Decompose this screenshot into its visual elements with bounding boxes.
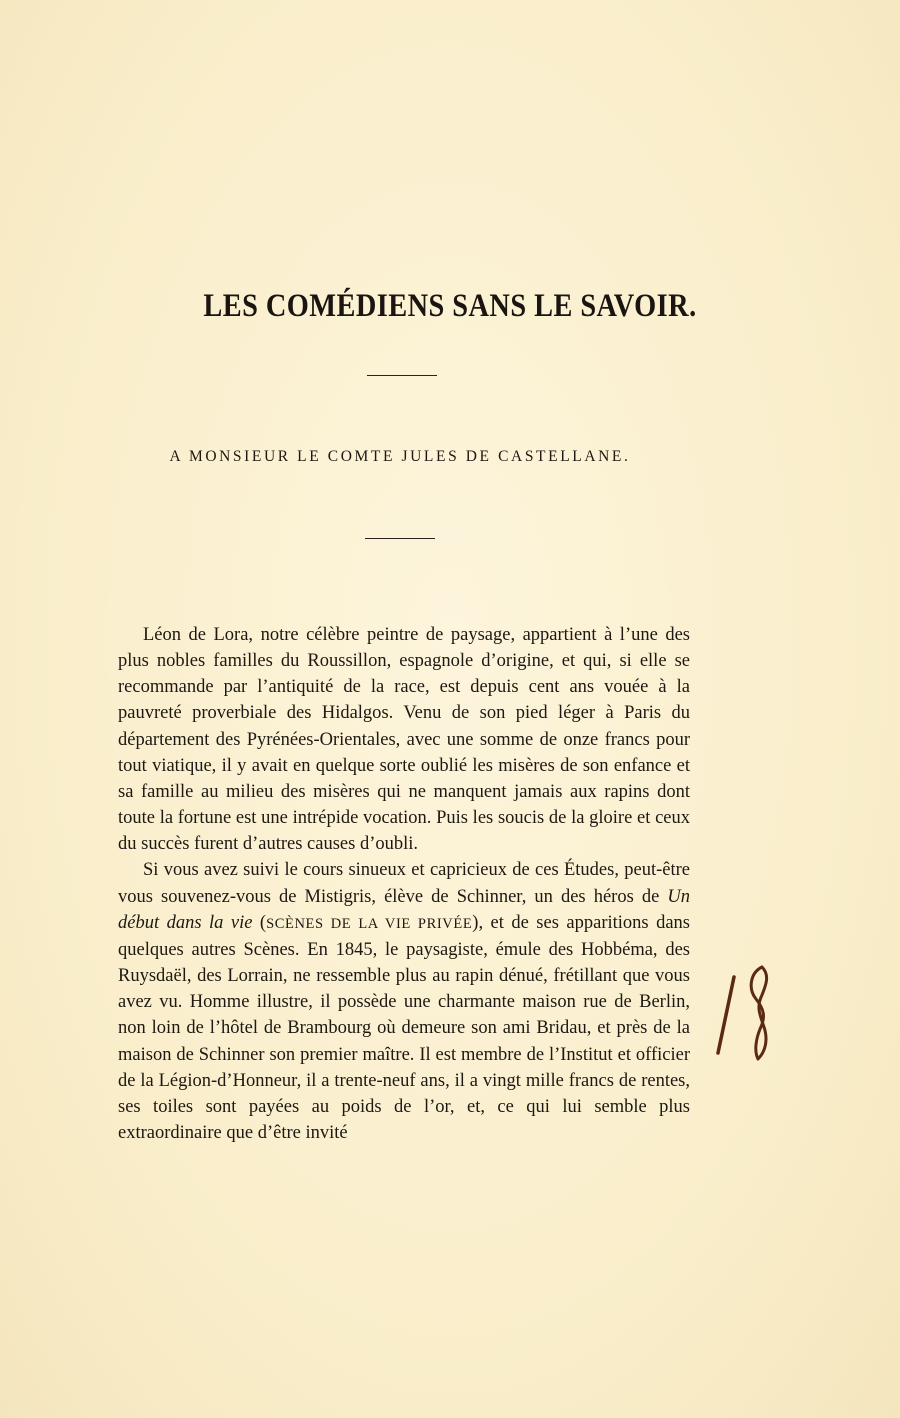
paragraph-1: Léon de Lora, notre célèbre peintre de paysage, appartient à l’une des plus nobles familles du Roussillon, espagnole d’origine, et qui, si elle se recommande par l’antiquité de la race, est depuis cent ans vouée à la pauvreté proverbiale des Hidalgos. Venu de son pied léger à Paris du département des Pyrénées-Orientales, avec une somme de onze francs pour tout viatique, il y avait en quelque sorte oublié les misères de son enfance et sa famille au milieu des misères qui ne manquent jamais aux rapins dont toute la fortune est une intrépide vocation. Puis les soucis de la gloire et ceux du succès furent d’autres causes d’oubli. — [118, 625, 690, 855]
dedication-line: A MONSIEUR LE COMTE JULES DE CASTELLANE. — [169, 448, 631, 465]
series-title-smallcaps: SCÈNES DE LA VIE PRIVÉE — [266, 915, 473, 932]
paragraph-2-part-1: Si vous avez suivi le cours sinueux et capricieux de ces Études, peut-être vous souvenez-vous de Mistigris, élève de Schinner, un des héros de — [118, 860, 690, 907]
paragraph-2-part-3: ), et de ses apparitions dans quelques autres Scènes. En 1845, le paysagiste, émule des Hobbéma, des Ruysdaël, des Lorrain, ne ressemble plus au rapin dénué, frétillant que vous avez vu. Homme illustre, il possède une charmante maison rue de Berlin, non loin de l’hôtel de Brambourg où demeure son ami Bridau, et près de la maison de Schinner son premier maître. Il est membre de l’Institut et officier de la Légion-d’Honneur, il a trente-neuf ans, il a vingt mille francs de rentes, ses toiles sont payées au poids de l’or, et, ce qui lui semble plus extraordinaire que d’être invité — [118, 912, 690, 1143]
title-divider — [367, 375, 437, 376]
dedication-divider — [365, 538, 435, 539]
paragraph-2 — [118, 857, 690, 1146]
work-title-italic: Un début dans la vie — [118, 886, 690, 933]
body-text — [118, 622, 690, 1146]
chapter-title: LES COMÉDIENS SANS LE SAVOIR. — [203, 288, 697, 324]
paragraph-2-part-2: ( — [252, 912, 267, 933]
handwritten-page-number — [700, 955, 790, 1075]
